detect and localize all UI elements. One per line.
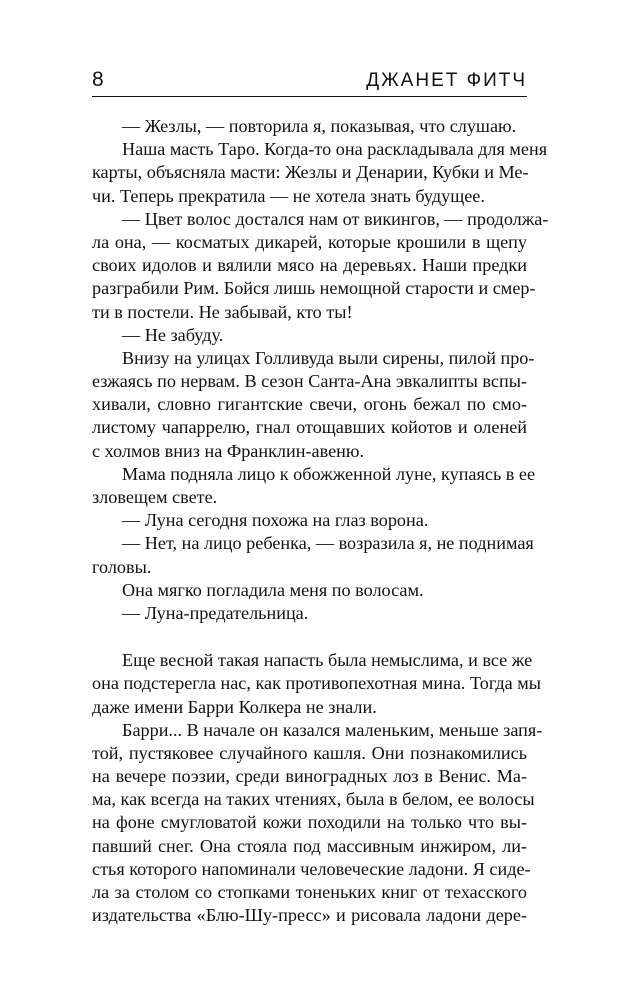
text-line: — Жезлы, — повторила я, показывая, что слушаю. (122, 116, 517, 136)
text-line: с холмов вниз на Франклин-авеню. (92, 440, 365, 461)
text-line: на фоне смугловатой кожи походили на только что вы- (92, 812, 527, 833)
text-line: ла она, — косматых дикарей, которые крошили в щепу (92, 231, 527, 252)
text-line: она подстерегла нас, как противопехотная мина. Тогда мы (92, 673, 542, 694)
text-line: даже имени Барри Колкера не знали. (92, 696, 377, 717)
text-line: чи. Теперь прекратила — не хотела знать будущее. (92, 185, 485, 206)
text-line: — Луна сегодня похожа на глаз ворона. (122, 510, 429, 531)
text-line: ма, как всегда на таких чтениях, была в белом, ее волосы (92, 789, 535, 810)
text-line: езжаясь по нервам. В сезон Санта-Ана эвкалипты вспы- (92, 371, 527, 392)
page-header (92, 66, 527, 97)
text-line: Внизу на улицах Голливуда выли сирены, пилой про- (122, 347, 535, 368)
text-line: хивали, словно гигантские свечи, огонь бежал по смо- (92, 394, 527, 415)
text-line: издательства «Блю-Шу-пресс» и рисовала ладони дере- (92, 905, 527, 926)
text-line: на вечере поэзии, среди виноградных лоз в Венис. Ма- (92, 766, 527, 787)
text-line: той, пустяковее случайного кашля. Они познакомились (92, 742, 527, 763)
text-line: — Не забуду. (122, 324, 224, 345)
text-line: зловещем свете. (92, 487, 218, 507)
text-line: Барри... В начале он казался маленьким, меньше запя- (122, 719, 543, 740)
body-text (92, 115, 549, 927)
text-line: — Нет, на лицо ребенка, — возразила я, не поднимая (122, 533, 534, 554)
page-number: 8 (92, 68, 105, 91)
text-line: головы. (92, 556, 152, 577)
text-line: листому чапаррелю, гнал отощавших койотов и оленей (92, 417, 527, 438)
text-line: Мама подняла лицо к обожженной луне, купаясь в ее (122, 463, 536, 484)
text-line: — Цвет волос достался нам от викингов, — продолжа- (122, 208, 549, 229)
text-line: своих идолов и вялили мясо на деревьях. Наши предки (92, 255, 527, 276)
text-line: Наша масть Таро. Когда-то она раскладывала для меня (122, 139, 548, 160)
text-line: павший снег. Она стояла под массивным инжиром, ли- (92, 835, 527, 856)
text-line: Она мягко погладила меня по волосам. (122, 579, 424, 600)
text-line: стья которого напоминали человеческие ладони. Я сиде- (92, 858, 531, 879)
text-line: разграбили Рим. Бойся лишь немощной старости и смер- (92, 278, 536, 299)
text-line: ла за столом со стопками тоненьких книг от техасского (92, 882, 527, 902)
text-line: — Луна-предательница. (122, 602, 309, 623)
text-line: ти в постели. Не забывай, кто ты! (92, 301, 353, 322)
section-break (92, 625, 527, 649)
text-line: Еще весной такая напасть была немыслима, и все же (122, 650, 533, 671)
running-head-author: ДЖАНЕТ ФИТЧ (366, 70, 527, 91)
text-line: карты, объясняла масти: Жезлы и Денарии, Кубки и Ме- (92, 162, 529, 183)
